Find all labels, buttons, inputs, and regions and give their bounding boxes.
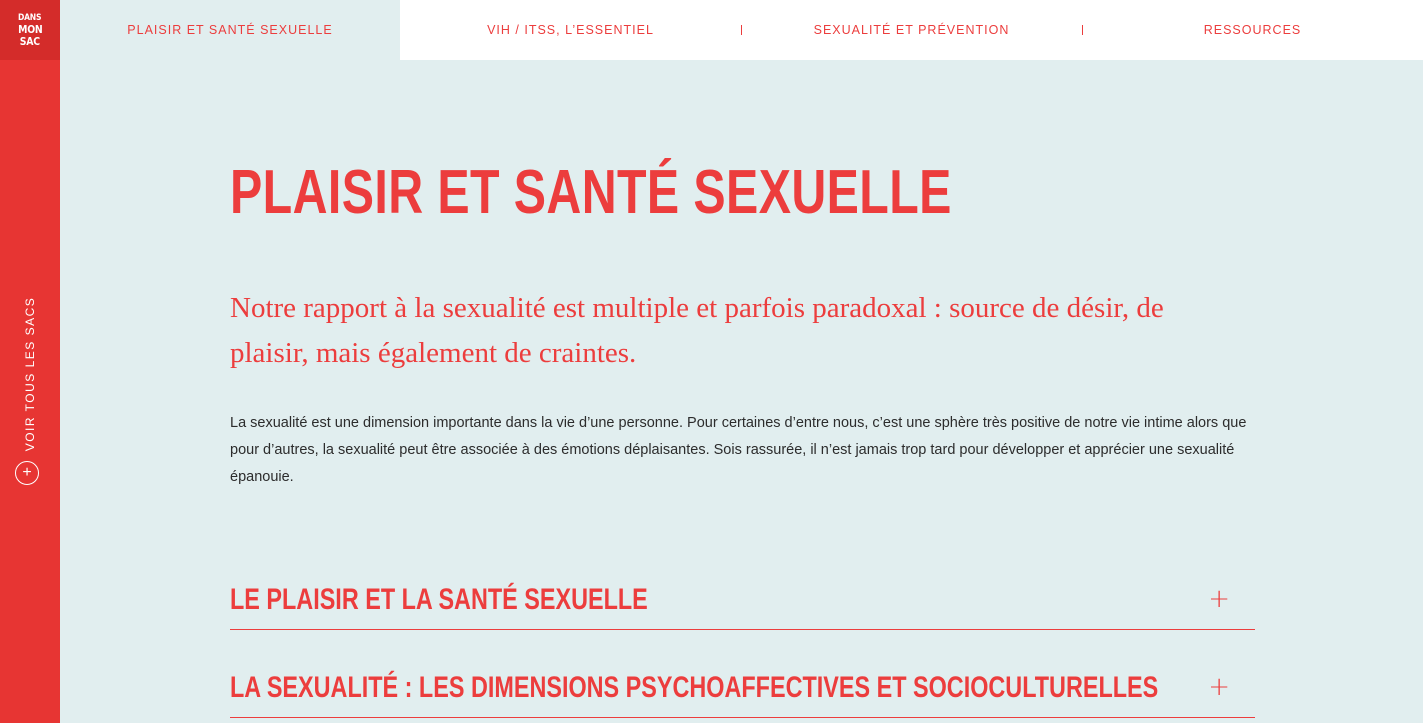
logo-line-1: DANS <box>18 12 42 23</box>
nav-separator <box>741 25 742 35</box>
sidebar <box>0 0 60 723</box>
top-navigation <box>60 0 1423 60</box>
nav-tab-plaisir-sante[interactable] <box>60 0 400 60</box>
plus-circle-icon[interactable]: + <box>15 461 39 485</box>
intro-text: Notre rapport à la sexualité est multiple et parfois paradoxal : source de désir, de plaisir, mais également de craintes. <box>230 292 1164 369</box>
nav-tab-label: RESSOURCES <box>1203 23 1302 37</box>
logo-line-2: MON <box>17 22 43 36</box>
nav-separator <box>1082 25 1083 35</box>
nav-tab-vih-itss[interactable] <box>400 0 741 60</box>
nav-tab-label: SEXUALITÉ ET PRÉVENTION <box>813 23 1010 37</box>
accordion-dimensions[interactable] <box>230 658 1255 718</box>
nav-tab-ressources[interactable] <box>1082 0 1423 60</box>
page-title: PLAISIR ET SANTÉ SEXUELLE <box>230 158 952 227</box>
logo-line-3: SAC <box>19 34 41 48</box>
body-text: La sexualité est une dimension importante dans la vie d’une personne. Pour certaines d’entre nous, c’est une sphère très positive de notre vie intime alors que pour d’autres, la sexualité peut être associée à des émotions déplaisantes. Sois rassurée, il n’est jamais trop tard pour développer et apprécier une sexualité épanouie. <box>230 415 1247 485</box>
accordion-title: LA SEXUALITÉ : LES DIMENSIONS PSYCHOAFFECTIVES ET SOCIOCULTURELLES <box>230 671 1159 704</box>
nav-tab-sexualite-prevention[interactable] <box>741 0 1082 60</box>
expand-plus-icon[interactable]: + <box>1208 672 1230 702</box>
accordion-title: LE PLAISIR ET LA SANTÉ SEXUELLE <box>230 583 648 616</box>
accordion-plaisir-sante[interactable] <box>230 570 1255 630</box>
see-all-bags-link[interactable]: VOIR TOUS LES SACS <box>23 296 37 452</box>
nav-tab-label: PLAISIR ET SANTÉ SEXUELLE <box>127 23 333 37</box>
site-logo[interactable] <box>0 0 60 60</box>
nav-tab-label: VIH / ITSS, L’ESSENTIEL <box>487 23 654 37</box>
expand-plus-icon[interactable]: + <box>1208 584 1230 614</box>
